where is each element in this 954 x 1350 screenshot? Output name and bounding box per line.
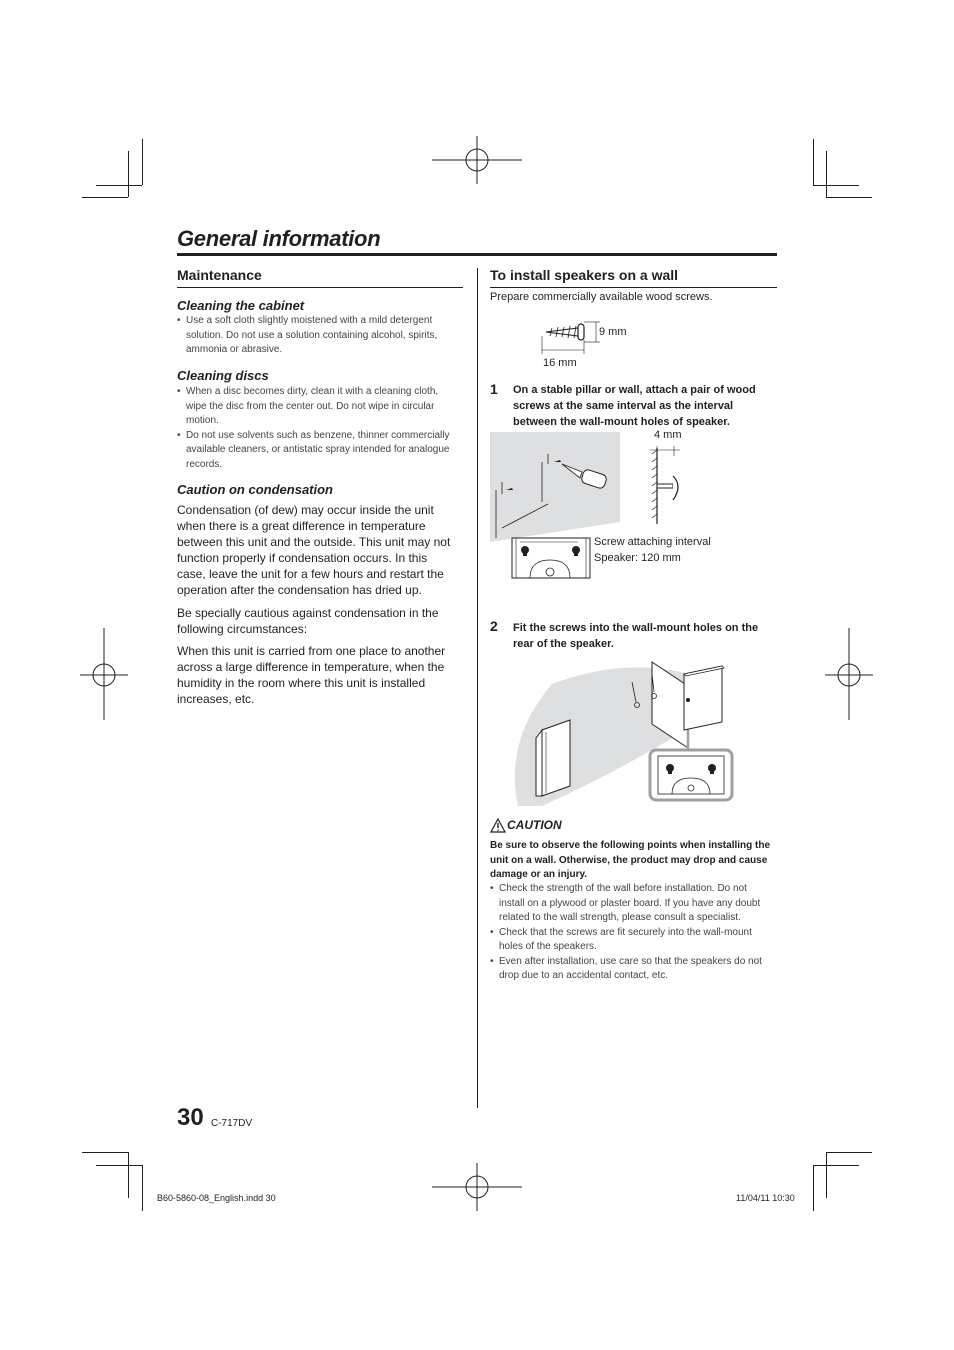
registration-mark-right — [825, 628, 875, 722]
condensation-circumstances: Be specially cautious against condensation in the following circumstances: — [177, 606, 439, 636]
list-item: • Check that the screws are fit securely into the wall-mount holes of the speakers. — [490, 926, 772, 955]
footer-timestamp: 11/04/11 10:30 — [736, 1193, 795, 1203]
model-number: C-717DV — [211, 1118, 253, 1129]
interval-label: Screw attaching interval — [594, 536, 711, 548]
page-number: 30 — [177, 1104, 204, 1131]
interval-value: Speaker: 120 mm — [594, 552, 681, 564]
registration-mark-bottom — [432, 1163, 524, 1213]
cleaning-discs-list — [177, 385, 457, 472]
list-item: • When a disc becomes dirty, clean it with a cleaning cloth, wipe the disc from the center out. Do not wipe in circular motion. — [177, 385, 457, 429]
maintenance-heading: Maintenance — [177, 267, 262, 283]
maintenance-rule — [177, 287, 463, 288]
list-item: • Do not use solvents such as benzene, thinner commercially available cleaners, or antistatic spray intended for analogue records. — [177, 429, 457, 473]
cleaning-cabinet-heading: Cleaning the cabinet — [177, 298, 305, 313]
list-item: • Even after installation, use care so that the speakers do not drop due to an accidental contact, etc. — [490, 955, 772, 984]
registration-mark-top — [432, 136, 524, 186]
speaker-mounting-figure — [512, 660, 736, 806]
wood-screw-figure — [538, 318, 604, 358]
install-intro: Prepare commercially available wood screws. — [490, 291, 713, 303]
screw-diameter-label: 9 mm — [599, 326, 627, 338]
title-rule — [177, 253, 777, 256]
screw-length-label: 16 mm — [543, 357, 577, 369]
caution-heading: CAUTION — [507, 818, 562, 832]
warning-icon — [490, 818, 506, 833]
list-item: • Use a soft cloth slightly moistened with a mild detergent solution. Do not use a solution containing alcohol, spirits, ammonia or abrasive. — [177, 314, 457, 358]
step-1-text: On a stable pillar or wall, attach a pair of wood screws at the same interval as the interval between the wall-mount holes of speaker. — [513, 384, 756, 428]
cleaning-cabinet-list — [177, 314, 457, 358]
list-item: • Check the strength of the wall before installation. Do not install on a plywood or plaster board. If you have any doubt related to the wall strength, please consult a specialist. — [490, 882, 772, 926]
step-2-number: 2 — [490, 618, 498, 634]
install-heading: To install speakers on a wall — [490, 267, 679, 283]
condensation-heading: Caution on condensation — [177, 482, 333, 497]
footer-filename: B60-5860-08_English.indd 30 — [157, 1193, 276, 1203]
condensation-paragraph: Condensation (of dew) may occur inside the unit when there is a great difference in temperature between this unit and the outside. This unit may not function properly if condensation occurs. In this case, leave the unit for a few hours and restart the operation after the condensation has dried up. — [177, 503, 451, 597]
cleaning-discs-heading: Cleaning discs — [177, 368, 269, 383]
install-rule — [490, 287, 777, 288]
caution-list — [490, 882, 772, 984]
registration-mark-left — [80, 628, 130, 722]
column-divider — [477, 268, 478, 1108]
page-title: General information — [177, 226, 381, 251]
step-1-number: 1 — [490, 381, 498, 397]
condensation-example: When this unit is carried from one place to another across a large difference in temperature, when the humidity in the room where this unit is installed increases, etc. — [177, 644, 446, 706]
step-2-text: Fit the screws into the wall-mount holes on the rear of the speaker. — [513, 622, 759, 650]
protrusion-label: 4 mm — [654, 429, 682, 441]
caution-lead: Be sure to observe the following points when installing the unit on a wall. Otherwise, the product may drop and cause damage or an injury. — [490, 840, 771, 880]
